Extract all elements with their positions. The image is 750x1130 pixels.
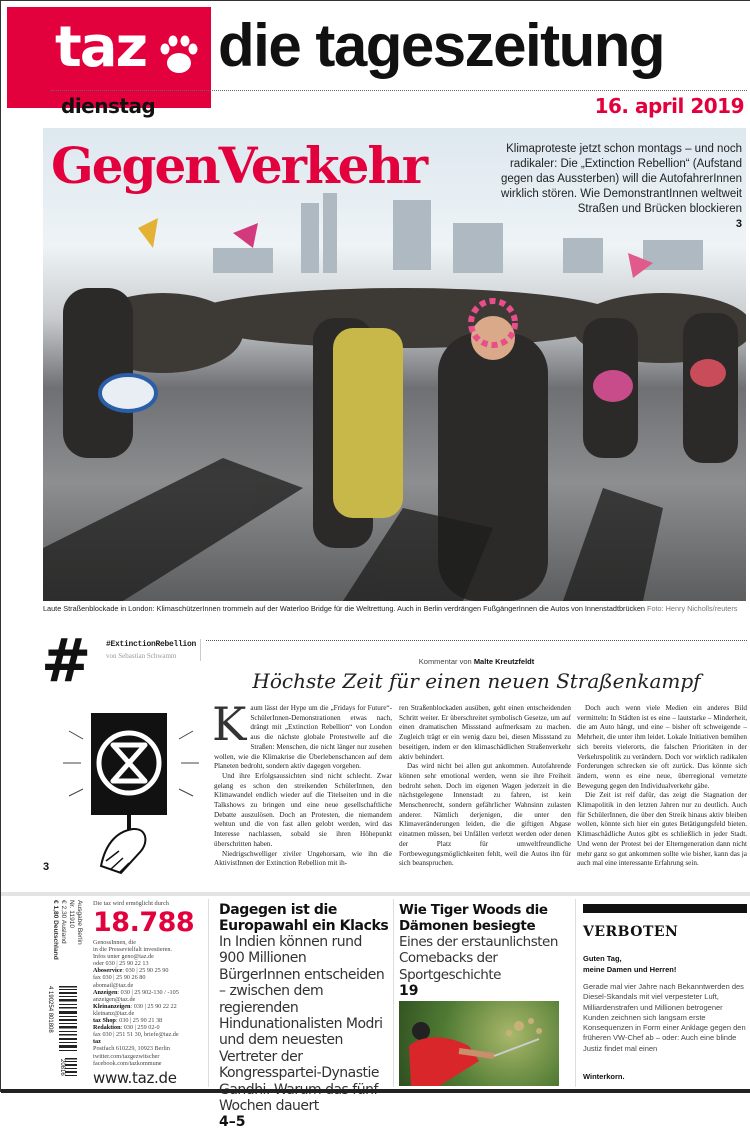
- contact-label: Aboservice: [93, 967, 123, 975]
- paragraph: Und ihre Erfolgsaussichten sind nicht schlecht. Zwar gelang es schon den streikenden SchülerInnen, den Klimawandel endlich wieder auf die Titelseiten und in die Talkshows zu bringen und eine neue gesellschaftliche Debatte auszulösen. Doch an Protesten, die niemandem wehtun und die von fast allen gelobt werden, wird das Interesse nachlassen, sobald sie ihren Höhepunkt überschritten haben.: [214, 771, 392, 848]
- imprint-line: in die Pressevielfalt investieren.: [93, 946, 173, 954]
- paragraph: Das wird nicht bei allen gut ankommen. Autofahrende können sehr emotional werden, wenn sie ihre Freiheit bedroht sehen. Doch im eigenen Wagen jederzeit in die nächstgelegene Innenstadt zu fahren, ist kein Menschenrecht, sondern gefährlicher Wahnsinn zulasten anderer. Nämlich derjenigen, die unter den Klimaveränderungen leiden, die die giftigen Abgase einatmen müssen, bei Unfällen verletzt werden oder denen der Platz für umweltfreundliche Fortbewegungsmöglichkeiten fehlt, weil die Autos ihn für sich beanspruchen.: [399, 762, 571, 868]
- price-abroad: € 2,30 Ausland: [60, 900, 67, 944]
- contact-line: [93, 1038, 205, 1045]
- contact-value: fax 030 | 251 51 30, briefe@taz.de: [93, 1031, 179, 1039]
- hashtag-label[interactable]: #ExtinctionRebellion: [106, 640, 197, 649]
- paragraph: aum lässt der Hype um die „Fridays for Future“-SchülerInnen-Demonstrationen etwas nach, drängt mit „Extinction Rebellion“ von London aus die nächste globale Protestwelle auf die Straßen: Menschen, die nicht länger nur zusehen wollen, wie die Klimakrise die Überlebenschancen auf dem Planeten bedroht, sondern aktiv dagegen vorgehen.: [214, 704, 392, 771]
- column-divider: [575, 899, 576, 1087]
- bottom-rule: [1, 1089, 750, 1093]
- divider: [206, 640, 747, 641]
- teaser-text: Eines der erstaunlichsten Comebacks der Sportgeschichte: [399, 934, 558, 983]
- commentary-title[interactable]: Höchste Zeit für einen neuen Straßenkampf: [252, 669, 701, 693]
- edition: Ausgabe Berlin: [76, 900, 83, 945]
- verboten-body: Gerade mal vier Jahre nach Bekanntwerden des Diesel-Skandals mit viel verpesteter Luft, Milliardenstrafen und Millionen betrogener Kunden zeichnen sich langsam erste Konsequenzen in Form einer Anklage gegen den früheren VW-Chef ab – oder: Auch eine blinde Justiz findet mal einen: [583, 982, 746, 1053]
- issue-number: Nr. 11910: [68, 900, 75, 929]
- issue-code: 20816: [59, 1059, 65, 1076]
- contact-value: anzeigen@taz.de: [93, 995, 136, 1003]
- contact-line: [93, 1045, 205, 1052]
- hashtag-page-ref[interactable]: 3: [43, 861, 50, 873]
- teaser-text: In Indien können rund 900 Millionen BürgerInnen entscheiden – zwischen dem regierenden Hindunationalisten Modri und dem neuesten Vertreter der Kongresspartei-Dynastie Wochen dauert: [219, 934, 385, 1115]
- imprint-line: GenossInnen, die: [93, 939, 136, 946]
- contact-value: : 030 | 25 90 22 22: [130, 1002, 177, 1010]
- contact-line: [93, 1003, 205, 1010]
- imprint-line: Infos unter geno@taz.de: [93, 953, 154, 961]
- contact-line: [93, 1031, 205, 1038]
- lead-headline[interactable]: GegenVerkehr: [51, 136, 427, 195]
- teaser-page: 4–5: [219, 1114, 246, 1130]
- support-intro: Die taz wird ermöglicht durch: [93, 900, 169, 907]
- contact-value: twitter.com/tazgezwitscher: [93, 1052, 160, 1060]
- golfer-photo: [399, 1001, 559, 1086]
- imprint-contacts: [93, 939, 205, 1067]
- lead-page-ref[interactable]: 3: [735, 218, 742, 230]
- contact-line: [93, 1010, 205, 1017]
- photo-caption: [43, 604, 737, 613]
- website-link[interactable]: www.taz.de: [93, 1069, 177, 1087]
- teaser-title: Wie Tiger Woods die Dämonen besiegte: [399, 902, 548, 934]
- newspaper-title: die tageszeitung: [218, 12, 665, 79]
- paw-icon: [159, 33, 199, 77]
- golfer-illustration: [399, 1001, 559, 1086]
- divider: [200, 639, 201, 661]
- contact-label: Kleinanzeigen: [93, 1002, 131, 1010]
- paragraph: Doch auch wenn viele Medien ein anderes Bild vermitteln: In Städten ist es eine – lautstarke – Minderheit, die am Auto hängt, und eine – bisher oft schweigende – Mehrheit, die unter ihm leidet. Lokale Initiativen bemühen sich bereits vielerorts, die falschen Prioritäten in der Verkehrspolitik zu verändern. Doch vor wirklich radikalen Forderungen schrecken sie oft zurück. Das könnte sich ändern, wenn es eine neue, überregional vernetzte Bewegung gegen den Individualverkehr gäbe.: [577, 704, 747, 790]
- contact-line: [93, 1024, 205, 1031]
- lead-summary-box: [487, 142, 742, 231]
- divider: [51, 90, 747, 91]
- imprint-line: oder 030 | 25 90 22 13: [93, 960, 149, 968]
- contact-value: : 030 | 25 90 25 90: [122, 967, 169, 975]
- byline-author: Malte Kreutzfeldt: [473, 657, 535, 666]
- contact-label: taz: [93, 1038, 101, 1046]
- paragraph: Die Zeit ist reif dafür, das zeigt die Stagnation der Klimapolitik in den letzten Jahren nur zu deutlich. Auch für SchülerInnen, die über den Streik hinaus aktiv bleiben wollen, könnte sich hier ein gutes Betätigungsfeld bieten. Klimaschädliche Autos gibt es schließlich in jeder Stadt. Und wenn der Protest bei der Elterngeneration dann nicht mehr ganz so gut ankommen sollte wie bisher, kann das ja auch mal eine interessante Erfahrung sein.: [577, 791, 747, 868]
- extinction-rebellion-sign-illustration: [61, 701, 201, 881]
- contact-line: [93, 982, 205, 989]
- contact-line: [93, 974, 205, 981]
- contact-line: [93, 1060, 205, 1067]
- contact-value: Postfach 610229, 10923 Berlin: [93, 1045, 170, 1053]
- taz-logo[interactable]: [7, 7, 211, 108]
- price-germany: € 1,80 Deutschland: [52, 900, 59, 960]
- contact-value: fax 030 | 25 90 26 80: [93, 974, 146, 982]
- logo-wordmark: taz: [55, 15, 147, 80]
- edition-info: [51, 900, 83, 960]
- contact-value: : 030 | 259 02-0: [120, 1024, 160, 1032]
- issue-date: 16. april 2019: [594, 94, 744, 118]
- contact-value: : 030 | 25 90 21 38: [115, 1017, 163, 1025]
- contact-label: taz Shop: [93, 1017, 116, 1025]
- teaser-title: Dagegen ist die Europawahl ein Klacks: [219, 902, 389, 934]
- verboten-title: VERBOTEN: [583, 924, 679, 940]
- contact-line: [93, 996, 205, 1003]
- paragraph: Niedrigschwelliger ziviler Ungehorsam, wie ihn die AktivistInnen der Extinction Rebellion mit ih-: [214, 849, 392, 868]
- contact-label: Anzeigen: [93, 988, 118, 996]
- commentary-byline: [206, 657, 747, 666]
- weekday: dienstag: [61, 94, 156, 118]
- contact-list: [93, 967, 205, 1066]
- contact-line: [93, 1053, 205, 1060]
- hashtag-author: von Sebastian Schwamm: [106, 652, 177, 660]
- paragraph: ren Straßenblockaden ausüben, geht einen entscheidenden Schritt weiter. Er überschreitet symbolisch Gesetze, um auf einen dramatischen Missstand aufmerksam zu machen. Zugleich trägt er ein wenig dazu bei, diesen Missstand zu beseitigen, indem er den klimaschädlichen Straßenverkehr aktiv behindert.: [399, 704, 571, 761]
- teaser-tiger-woods[interactable]: [399, 902, 569, 999]
- dropcap: K: [212, 697, 247, 751]
- verboten-bar: [583, 904, 747, 913]
- contact-value: abomail@taz.de: [93, 981, 134, 989]
- verboten-greeting: Guten Tag, meine Damen und Herren!: [583, 954, 677, 974]
- byline-prefix: Kommentar von: [418, 657, 472, 666]
- photo-credit: Foto: Henry Nicholls/reuters: [646, 604, 738, 613]
- contact-line: [93, 989, 205, 996]
- column-divider: [208, 899, 209, 1087]
- supporter-count: 18.788: [93, 907, 195, 938]
- teaser-page: 19: [399, 983, 419, 1000]
- commentary-column-2: [399, 704, 571, 869]
- contact-label: Redaktion: [93, 1024, 121, 1032]
- caption-text: Laute Straßenblockade in London: KlimaschützerInnen trommeln auf der Waterloo Bridge für die Weltrettung. Auch in Berlin verdrängen FußgängerInnen die Autos von Innenstadtbrücken: [43, 604, 645, 613]
- contact-line: [93, 967, 205, 974]
- hashtag-symbol: #: [41, 626, 92, 696]
- contact-value: facebook.com/tazkommune: [93, 1059, 162, 1067]
- contact-value: kleinanz@taz.de: [93, 1009, 135, 1017]
- section-divider: [1, 892, 750, 896]
- contact-value: : 030 | 25 902-130 / -105: [117, 988, 179, 996]
- teaser-india-election[interactable]: [219, 902, 391, 1130]
- barcode-number: 4 190254 801808: [47, 986, 53, 1033]
- lead-summary: Klimaproteste jetzt schon montags – und noch radikaler: Die „Extinction Rebellion“ (Aufstand gegen das Aussterben) will die AutofahrerInnen wirklich stören. Wie DemonstrantInnen weltweit Straßen und Brücken blockieren: [500, 143, 742, 215]
- commentary-column-1: [212, 697, 392, 869]
- column-divider: [393, 899, 394, 1087]
- verboten-signoff: Winterkorn.: [583, 1072, 625, 1081]
- contact-line: [93, 1017, 205, 1024]
- commentary-column-3: [577, 704, 747, 869]
